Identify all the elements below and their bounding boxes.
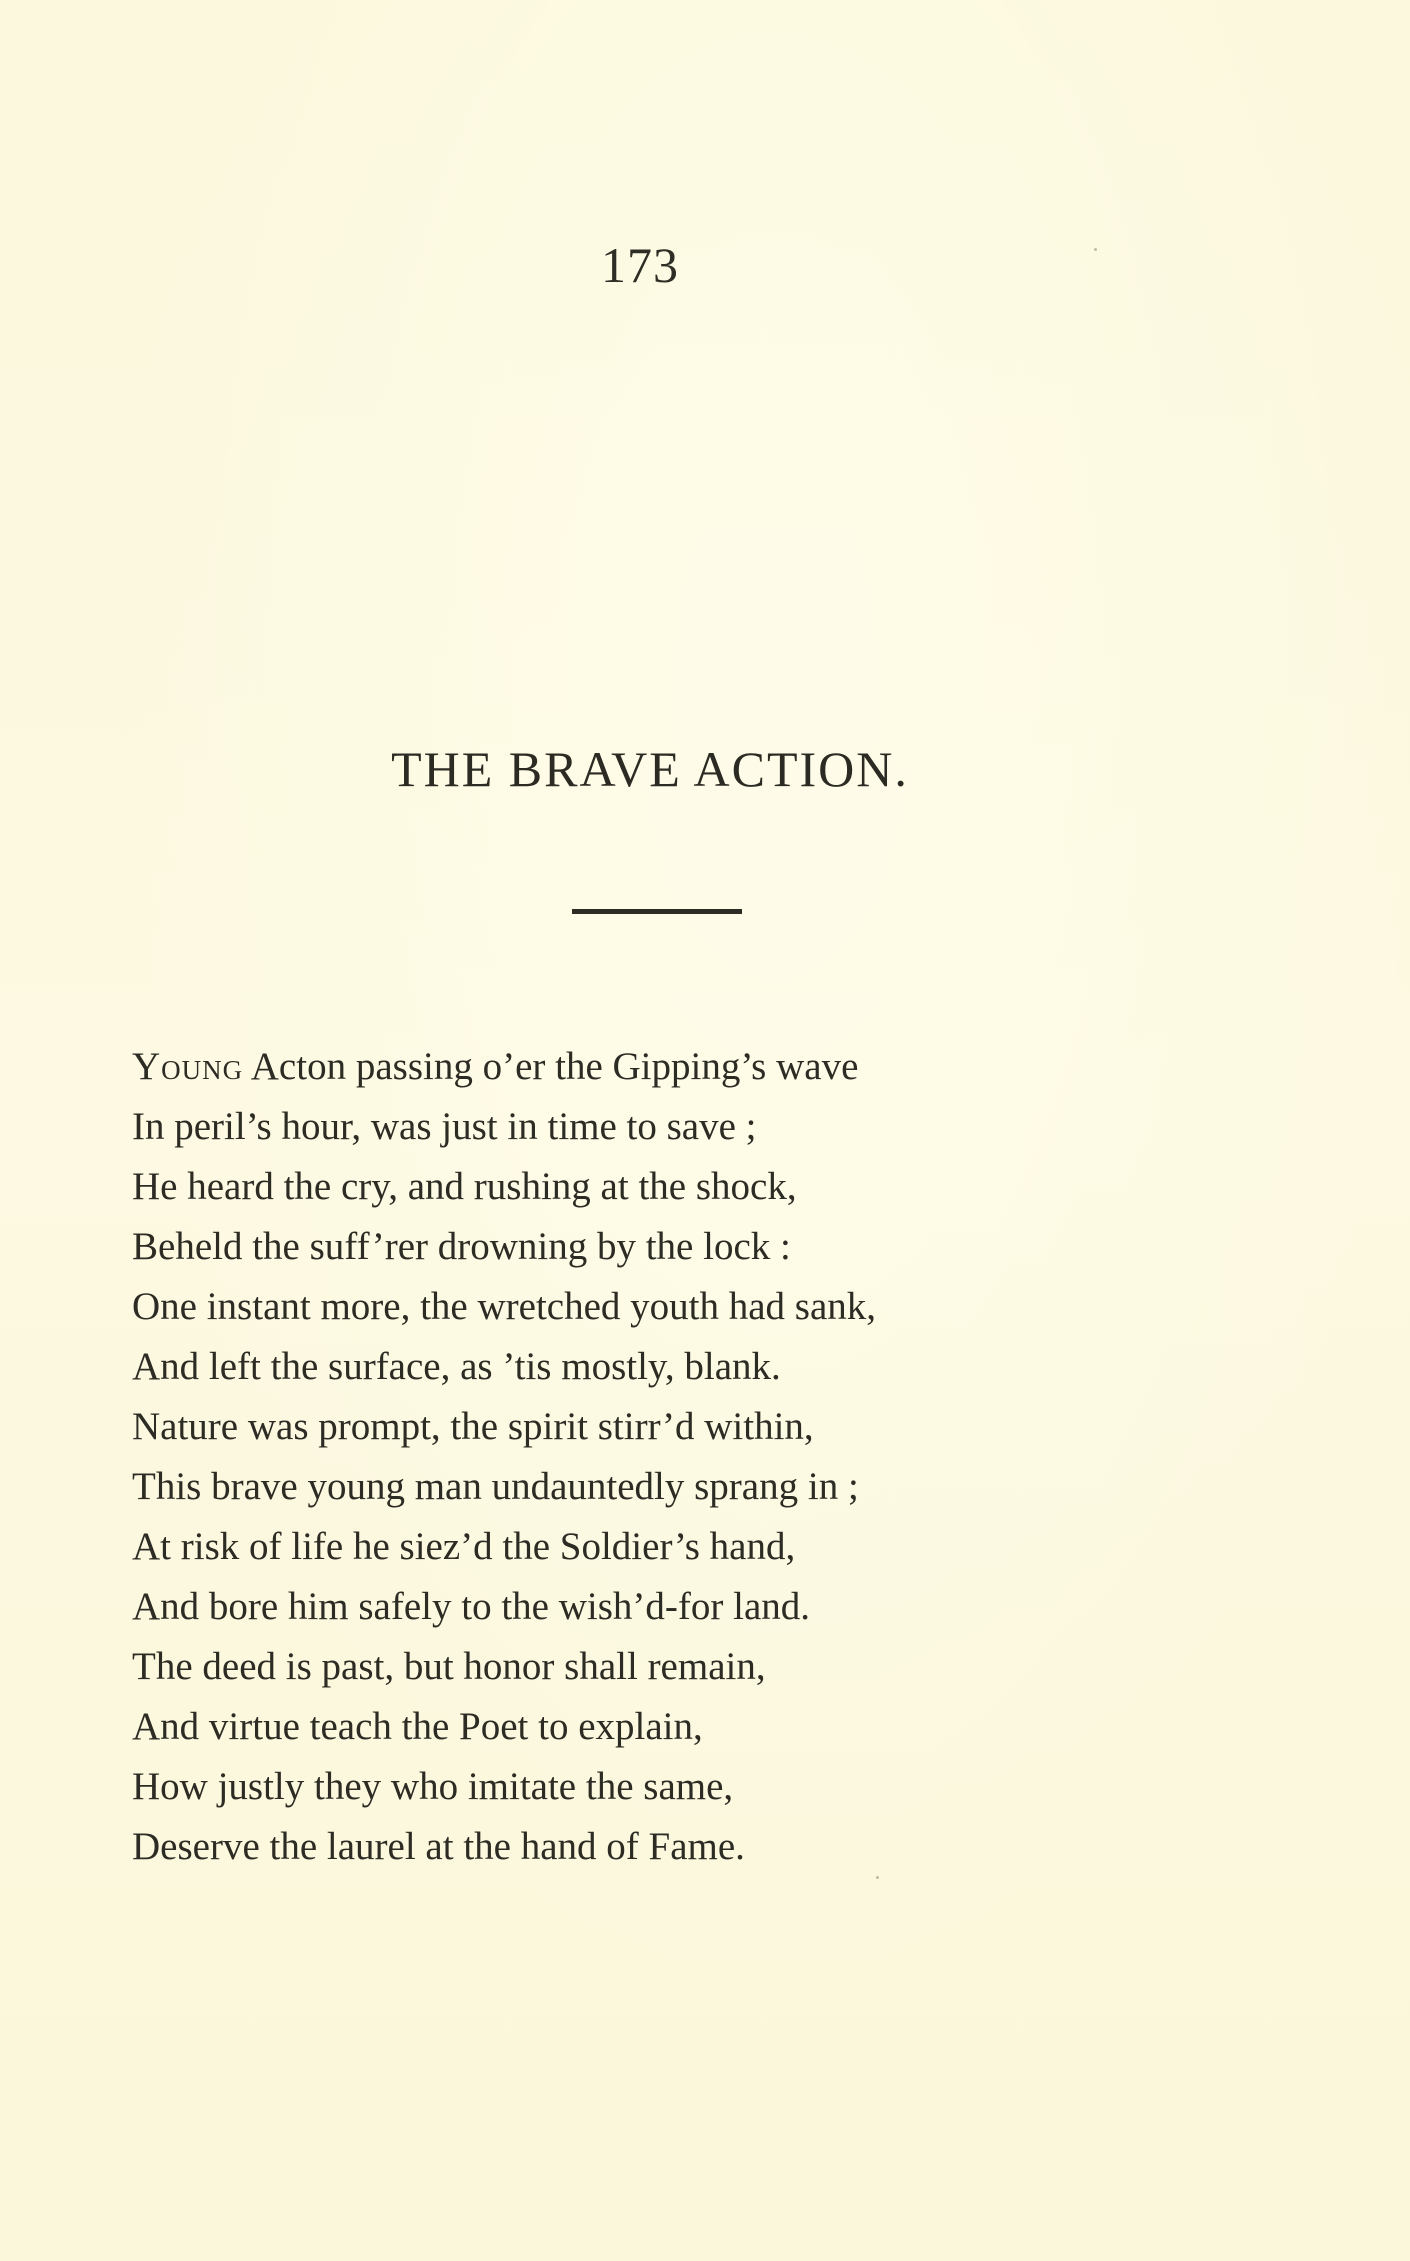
first-line-rest: Acton passing o’er the Gipping’s wave [243, 1045, 859, 1088]
title-rule [572, 909, 742, 914]
poem-line-6: And left the surface, as ’tis mostly, blank. [132, 1345, 781, 1388]
poem-line-2: In peril’s hour, was just in time to save ; [132, 1105, 757, 1148]
opening-word: Young [132, 1045, 244, 1088]
poem-line-11: The deed is past, but honor shall remain, [132, 1645, 766, 1688]
page-number: 173 [601, 237, 679, 293]
poem-line-9: At risk of life he siez’d the Soldier’s hand, [132, 1525, 796, 1568]
poem-line-1 [132, 1037, 1292, 1097]
poem-line-7: Nature was prompt, the spirit stirr’d within, [132, 1405, 814, 1448]
poem-line-5: One instant more, the wretched youth had sank, [132, 1285, 877, 1328]
poem-body [132, 1037, 1292, 1877]
poem-line-8: This brave young man undauntedly sprang in ; [132, 1465, 859, 1508]
poem-line-4: Beheld the suff’rer drowning by the lock : [132, 1225, 791, 1268]
poem-line-14: Deserve the laurel at the hand of Fame. [132, 1825, 745, 1868]
poem-line-3: He heard the cry, and rushing at the shock, [132, 1165, 797, 1208]
paper-speck [1094, 248, 1097, 251]
poem-line-10: And bore him safely to the wish’d-for land. [132, 1585, 811, 1628]
poem-line-13: How justly they who imitate the same, [132, 1765, 734, 1808]
poem-line-12: And virtue teach the Poet to explain, [132, 1705, 703, 1748]
poem-title: THE BRAVE ACTION. [391, 741, 909, 797]
